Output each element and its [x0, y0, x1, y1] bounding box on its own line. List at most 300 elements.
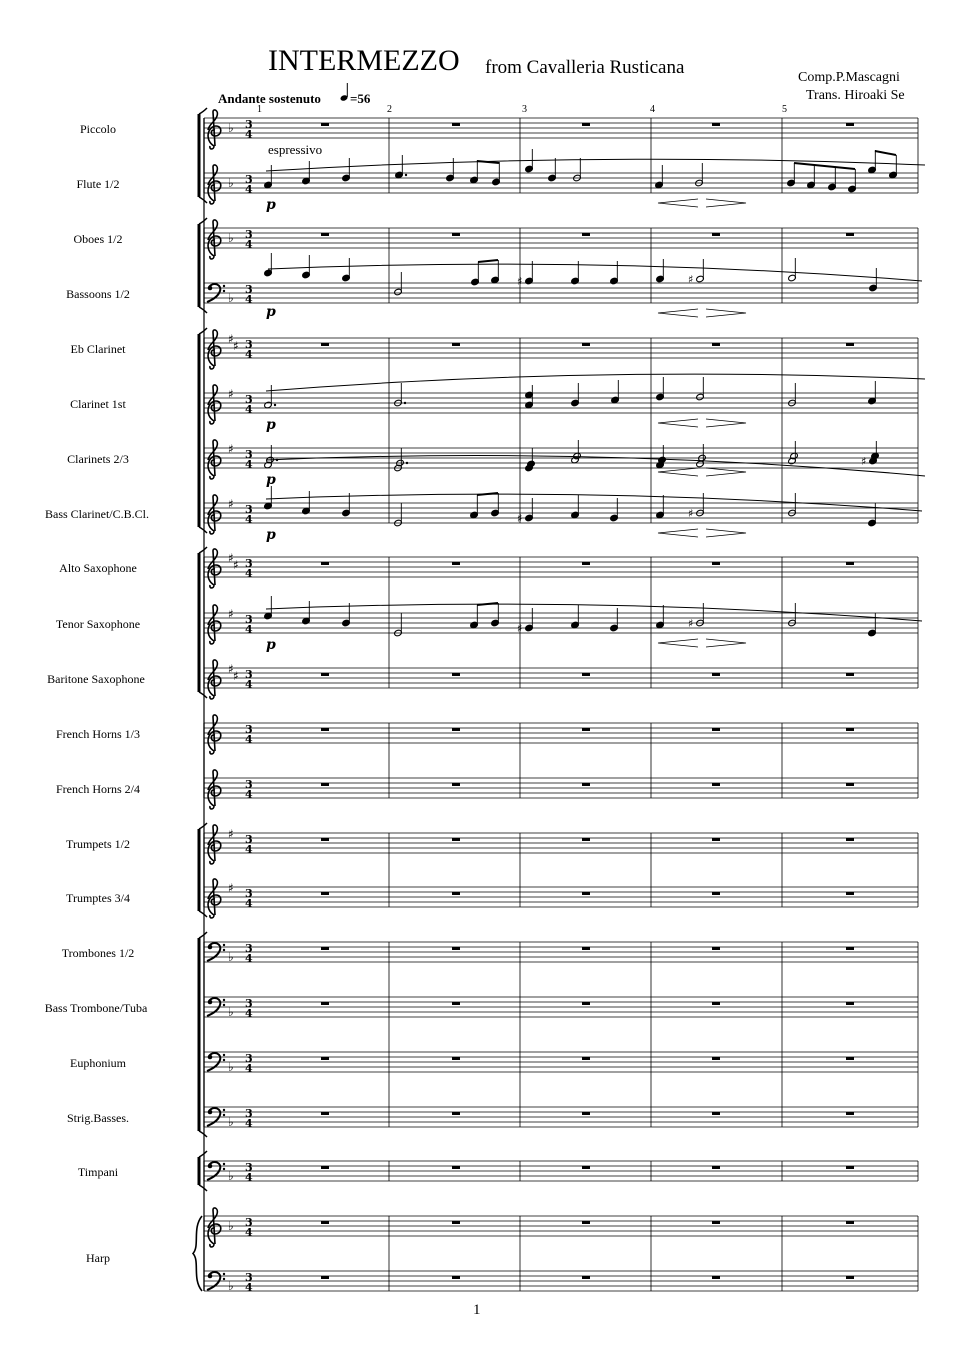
whole-rest [846, 1057, 854, 1060]
whole-rest [321, 673, 329, 676]
bass-clef-dot [208, 1000, 213, 1005]
time-signature-bottom: 4 [245, 733, 253, 746]
staff-header [208, 330, 253, 369]
time-signature-bottom: 4 [245, 348, 253, 361]
whole-rest [452, 947, 460, 950]
bass-clef-dot [223, 1004, 225, 1006]
time-signature-top: 3 [245, 448, 253, 461]
dynamic-p: p [266, 417, 276, 433]
whole-rest [846, 838, 854, 841]
dynamic-p: p [266, 304, 276, 320]
measure-number: 3 [522, 104, 527, 115]
whole-rest [452, 673, 460, 676]
whole-rest [846, 728, 854, 731]
measure-number: 5 [782, 104, 787, 115]
note-dot [276, 459, 278, 461]
sharp-icon: ♯ [861, 455, 867, 468]
page-number: 1 [473, 1302, 481, 1318]
sharp-icon: ♯ [517, 512, 523, 525]
staff-header [208, 220, 253, 259]
arranger-credit: Trans. Hiroaki Se [806, 88, 905, 103]
whole-rest [712, 1002, 720, 1005]
instrument-label: Strig.Basses. [66, 1111, 129, 1125]
flat-icon: ♭ [228, 291, 234, 305]
whole-rest [582, 562, 590, 565]
slur [266, 604, 922, 621]
flat-icon: ♭ [228, 1169, 234, 1183]
crescendo-hairpin [658, 309, 698, 317]
instrument-label: Clarinet 1st [70, 397, 126, 411]
whole-rest [712, 1057, 720, 1060]
whole-rest [321, 728, 329, 731]
whole-rest [321, 838, 329, 841]
staff-header [208, 165, 253, 204]
dynamic-p: p [266, 637, 276, 653]
whole-rest [321, 123, 329, 126]
time-signature-bottom: 4 [245, 1117, 253, 1130]
bass-clef-dot [208, 1274, 213, 1279]
time-signature-top: 3 [245, 338, 253, 351]
whole-rest [846, 1276, 854, 1279]
whole-rest [321, 1057, 329, 1060]
time-signature-bottom: 4 [245, 788, 253, 801]
staff-header [208, 1208, 253, 1247]
beam [794, 163, 855, 169]
whole-rest [582, 838, 590, 841]
flat-icon: ♭ [228, 176, 234, 190]
staff [204, 393, 918, 413]
treble-clef-icon [208, 495, 221, 534]
treble-clef-icon [208, 715, 221, 754]
whole-rest [582, 1112, 590, 1115]
composer-credit: Comp.P.Mascagni [798, 70, 900, 85]
slur [266, 159, 925, 171]
staff [204, 997, 918, 1017]
bass-clef-dot [223, 1163, 225, 1165]
time-signature-bottom: 4 [245, 293, 253, 306]
time-signature-top: 3 [245, 1107, 253, 1120]
staff [204, 613, 918, 633]
bass-clef-dot [208, 286, 213, 291]
staff [204, 557, 918, 577]
slur [266, 374, 925, 391]
whole-rest [712, 1112, 720, 1115]
instrument-label: Trumptes 3/4 [66, 891, 130, 905]
instrument-label: Harp [86, 1251, 110, 1265]
note-dot [274, 404, 276, 406]
whole-rest [582, 1002, 590, 1005]
time-signature-top: 3 [245, 1271, 253, 1284]
bass-clef-dot [223, 1273, 225, 1275]
instrument-label: Bass Trombone/Tuba [44, 1001, 148, 1015]
sharp-icon: ♯ [233, 558, 239, 572]
whole-rest [712, 562, 720, 565]
bassoon-music [264, 253, 922, 320]
time-signature-bottom: 4 [245, 678, 253, 691]
dynamic-p: p [266, 527, 276, 543]
whole-rest [452, 783, 460, 786]
time-signature-bottom: 4 [245, 1226, 253, 1239]
beam [478, 260, 498, 262]
staff [204, 118, 918, 138]
whole-rest [321, 1112, 329, 1115]
note-dot [406, 462, 408, 464]
bass-clef-dot [208, 1110, 213, 1115]
flat-icon: ♭ [228, 121, 234, 135]
whole-rest [452, 343, 460, 346]
whole-rest [582, 233, 590, 236]
bass-clef-dot [208, 1164, 213, 1169]
instrument-label: French Horns 2/4 [56, 782, 140, 796]
note-dot [404, 402, 406, 404]
sharp-icon: ♯ [228, 497, 234, 511]
flute-music [264, 149, 925, 213]
instrument-label: Flute 1/2 [76, 177, 120, 191]
time-signature-bottom: 4 [245, 458, 253, 471]
staff-header [208, 440, 253, 479]
instrument-label: Trumpets 1/2 [66, 837, 130, 851]
bracket-hook [199, 527, 207, 533]
whole-rest [321, 947, 329, 950]
whole-rest [846, 1221, 854, 1224]
crescendo-hairpin [658, 199, 698, 207]
instrument-label: Baritone Saxophone [47, 672, 145, 686]
score-subtitle: from Cavalleria Rusticana [485, 57, 685, 78]
whole-rest [452, 1002, 460, 1005]
staff-header [208, 660, 253, 699]
time-signature-bottom: 4 [245, 623, 253, 636]
time-signature-top: 3 [245, 1216, 253, 1229]
whole-rest [846, 892, 854, 895]
whole-rest [712, 783, 720, 786]
instrument-label: Bassoons 1/2 [66, 287, 130, 301]
whole-rest [452, 728, 460, 731]
whole-rest [582, 343, 590, 346]
whole-rest [452, 123, 460, 126]
instrument-label: Oboes 1/2 [73, 232, 123, 246]
time-signature-bottom: 4 [245, 403, 253, 416]
whole-rest [452, 233, 460, 236]
decrescendo-hairpin [706, 529, 746, 537]
whole-rest [582, 1057, 590, 1060]
tempo-value: =56 [350, 91, 371, 106]
sharp-icon: ♯ [228, 387, 234, 401]
bass-clef-dot [223, 1109, 225, 1111]
staff [204, 228, 918, 248]
crescendo-hairpin [658, 639, 698, 647]
instrument-label: Euphonium [70, 1056, 126, 1070]
whole-rest [582, 892, 590, 895]
sharp-icon: ♯ [228, 332, 234, 346]
staff [204, 887, 918, 907]
treble-clef-icon [208, 1208, 221, 1247]
treble-clef-icon [208, 605, 221, 644]
expression-marking: espressivo [268, 142, 323, 157]
dynamic-p: p [266, 472, 276, 488]
staff [204, 1107, 918, 1127]
beam [477, 493, 498, 495]
whole-rest [712, 343, 720, 346]
slur [266, 494, 922, 511]
instrument-label: Trombones 1/2 [61, 946, 135, 960]
staff-header [208, 825, 253, 864]
treble-clef-icon [208, 165, 221, 204]
measure-number: 1 [257, 104, 262, 115]
time-signature-top: 3 [245, 723, 253, 736]
measure-number: 2 [387, 104, 392, 115]
whole-rest [582, 1166, 590, 1169]
staff [204, 338, 918, 358]
bracket-hook [199, 328, 207, 334]
sharp-icon: ♯ [233, 339, 239, 353]
time-signature-top: 3 [245, 1052, 253, 1065]
note-head [527, 460, 536, 468]
time-signature-top: 3 [245, 887, 253, 900]
flat-icon: ♭ [228, 1115, 234, 1129]
whole-rest [452, 838, 460, 841]
whole-rest [452, 1166, 460, 1169]
whole-rest [321, 343, 329, 346]
whole-rest [846, 1002, 854, 1005]
whole-rest [452, 562, 460, 565]
flat-icon: ♭ [228, 950, 234, 964]
staff-header [208, 770, 253, 809]
whole-rest [846, 947, 854, 950]
whole-rest [846, 562, 854, 565]
instrument-label: Timpani [77, 1165, 119, 1179]
bass-clef-dot [223, 1114, 225, 1116]
whole-rest [321, 233, 329, 236]
whole-rest [582, 1276, 590, 1279]
bracket-hook [199, 307, 207, 313]
whole-rest [846, 343, 854, 346]
instrument-label: Clarinets 2/3 [67, 452, 129, 466]
staff [204, 942, 918, 962]
instrument-label: Tenor Saxophone [55, 617, 141, 631]
treble-clef-icon [208, 879, 221, 918]
time-signature-bottom: 4 [245, 513, 253, 526]
staff-header [207, 997, 253, 1020]
time-signature-top: 3 [245, 118, 253, 131]
time-signature-bottom: 4 [245, 1007, 253, 1020]
sharp-icon: ♯ [228, 881, 234, 895]
whole-rest [582, 123, 590, 126]
whole-rest [582, 728, 590, 731]
time-signature-top: 3 [245, 228, 253, 241]
whole-rest [712, 1166, 720, 1169]
beam [875, 151, 896, 155]
time-signature-top: 3 [245, 778, 253, 791]
staff [204, 668, 918, 688]
whole-rest [846, 233, 854, 236]
whole-rest [846, 1166, 854, 1169]
treble-clef-icon [208, 330, 221, 369]
whole-rest [712, 123, 720, 126]
time-signature-top: 3 [245, 942, 253, 955]
bracket-hook [199, 197, 207, 203]
note-dot [405, 174, 407, 176]
staff [204, 778, 918, 798]
sharp-icon: ♯ [228, 607, 234, 621]
time-signature-bottom: 4 [245, 1171, 253, 1184]
whole-rest [452, 892, 460, 895]
crescendo-hairpin [658, 529, 698, 537]
flat-icon: ♭ [228, 1219, 234, 1233]
whole-rest [712, 838, 720, 841]
sharp-icon: ♯ [228, 442, 234, 456]
whole-rest [712, 673, 720, 676]
staff-header [208, 605, 253, 644]
treble-clef-icon [208, 549, 221, 588]
whole-rest [321, 1002, 329, 1005]
instrument-label: Piccolo [80, 122, 116, 136]
staff-header [207, 1271, 253, 1294]
time-signature-bottom: 4 [245, 1281, 253, 1294]
dynamic-p: p [266, 197, 276, 213]
time-signature-bottom: 4 [245, 952, 253, 965]
decrescendo-hairpin [706, 309, 746, 317]
time-signature-top: 3 [245, 833, 253, 846]
flat-icon: ♭ [228, 1279, 234, 1293]
whole-rest [582, 947, 590, 950]
staff [204, 1216, 918, 1236]
flat-icon: ♭ [228, 231, 234, 245]
sharp-icon: ♯ [233, 669, 239, 683]
staff [204, 723, 918, 743]
decrescendo-hairpin [706, 199, 746, 207]
bass-clef-dot [223, 1168, 225, 1170]
sharp-icon: ♯ [688, 617, 694, 630]
time-signature-bottom: 4 [245, 1062, 253, 1075]
staff-header [207, 1161, 253, 1184]
sharp-icon: ♯ [517, 275, 523, 288]
flat-icon: ♭ [228, 1005, 234, 1019]
whole-rest [846, 783, 854, 786]
time-signature-bottom: 4 [245, 128, 253, 141]
instrument-label: Bass Clarinet/C.B.Cl. [44, 507, 149, 521]
treble-clef-icon [208, 825, 221, 864]
whole-rest [452, 1221, 460, 1224]
whole-rest [712, 892, 720, 895]
whole-rest [321, 1221, 329, 1224]
instrument-label: French Horns 1/3 [56, 727, 140, 741]
time-signature-top: 3 [245, 173, 253, 186]
bass-clef-dot [223, 999, 225, 1001]
bass-clarinet-music [264, 486, 922, 543]
harp-brace [193, 1216, 202, 1291]
tenor-sax-music [264, 596, 922, 653]
decrescendo-hairpin [706, 419, 746, 427]
whole-rest [846, 673, 854, 676]
time-signature-top: 3 [245, 393, 253, 406]
bracket-hook [199, 932, 207, 938]
treble-clef-icon [208, 220, 221, 259]
staff-header [208, 879, 253, 918]
whole-rest [712, 947, 720, 950]
whole-rest [712, 1221, 720, 1224]
time-signature-top: 3 [245, 613, 253, 626]
bracket-hook [199, 108, 207, 114]
staff [204, 1271, 918, 1291]
staff-header [208, 385, 253, 424]
staff [204, 503, 918, 523]
decrescendo-hairpin [706, 468, 746, 476]
time-signature-top: 3 [245, 557, 253, 570]
bass-clef-dot [223, 944, 225, 946]
bracket-hook [199, 911, 207, 917]
bass-clef-dot [223, 285, 225, 287]
bracket-hook [199, 823, 207, 829]
time-signature-top: 3 [245, 1161, 253, 1174]
sharp-icon: ♯ [688, 273, 694, 286]
decrescendo-hairpin [706, 639, 746, 647]
slur [266, 456, 925, 476]
treble-clef-icon [208, 385, 221, 424]
whole-rest [321, 892, 329, 895]
whole-rest [321, 1166, 329, 1169]
whole-rest [846, 123, 854, 126]
time-signature-bottom: 4 [245, 843, 253, 856]
sharp-icon: ♯ [688, 507, 694, 520]
bracket-hook [199, 1185, 207, 1191]
sharp-icon: ♯ [228, 551, 234, 565]
instrument-label: Eb Clarinet [70, 342, 126, 356]
clarinet1-music [264, 374, 925, 433]
staff-header [207, 1052, 253, 1075]
score-title: INTERMEZZO [268, 44, 460, 77]
crescendo-hairpin [658, 468, 698, 476]
whole-rest [321, 1276, 329, 1279]
bass-clef-dot [223, 1278, 225, 1280]
measure-number: 4 [650, 104, 655, 115]
staff-header [208, 549, 253, 588]
staff [204, 283, 918, 303]
treble-clef-icon [208, 440, 221, 479]
sharp-icon: ♯ [228, 827, 234, 841]
staff-header [207, 283, 253, 306]
treble-clef-icon [208, 110, 221, 149]
tempo-marking: Andante sostenuto [218, 91, 321, 106]
beam [477, 603, 498, 605]
staff-header [207, 1107, 253, 1130]
treble-clef-icon [208, 660, 221, 699]
staff-header [208, 495, 253, 534]
staff [204, 833, 918, 853]
staff-header [208, 715, 253, 754]
treble-clef-icon [208, 770, 221, 809]
bass-clef-dot [223, 1054, 225, 1056]
time-signature-top: 3 [245, 668, 253, 681]
time-signature-top: 3 [245, 997, 253, 1010]
clarinets23-music [264, 440, 925, 488]
sharp-icon: ♯ [228, 662, 234, 676]
whole-rest [321, 783, 329, 786]
whole-rest [712, 728, 720, 731]
crescendo-hairpin [658, 419, 698, 427]
staff-header [207, 942, 253, 965]
bracket-hook [199, 1131, 207, 1137]
time-signature-bottom: 4 [245, 567, 253, 580]
time-signature-top: 3 [245, 503, 253, 516]
time-signature-top: 3 [245, 283, 253, 296]
whole-rest [712, 1276, 720, 1279]
bass-clef-dot [223, 290, 225, 292]
time-signature-bottom: 4 [245, 183, 253, 196]
bracket-hook [199, 547, 207, 553]
bracket-hook [199, 1151, 207, 1157]
staff [204, 1052, 918, 1072]
bass-clef-dot [208, 945, 213, 950]
